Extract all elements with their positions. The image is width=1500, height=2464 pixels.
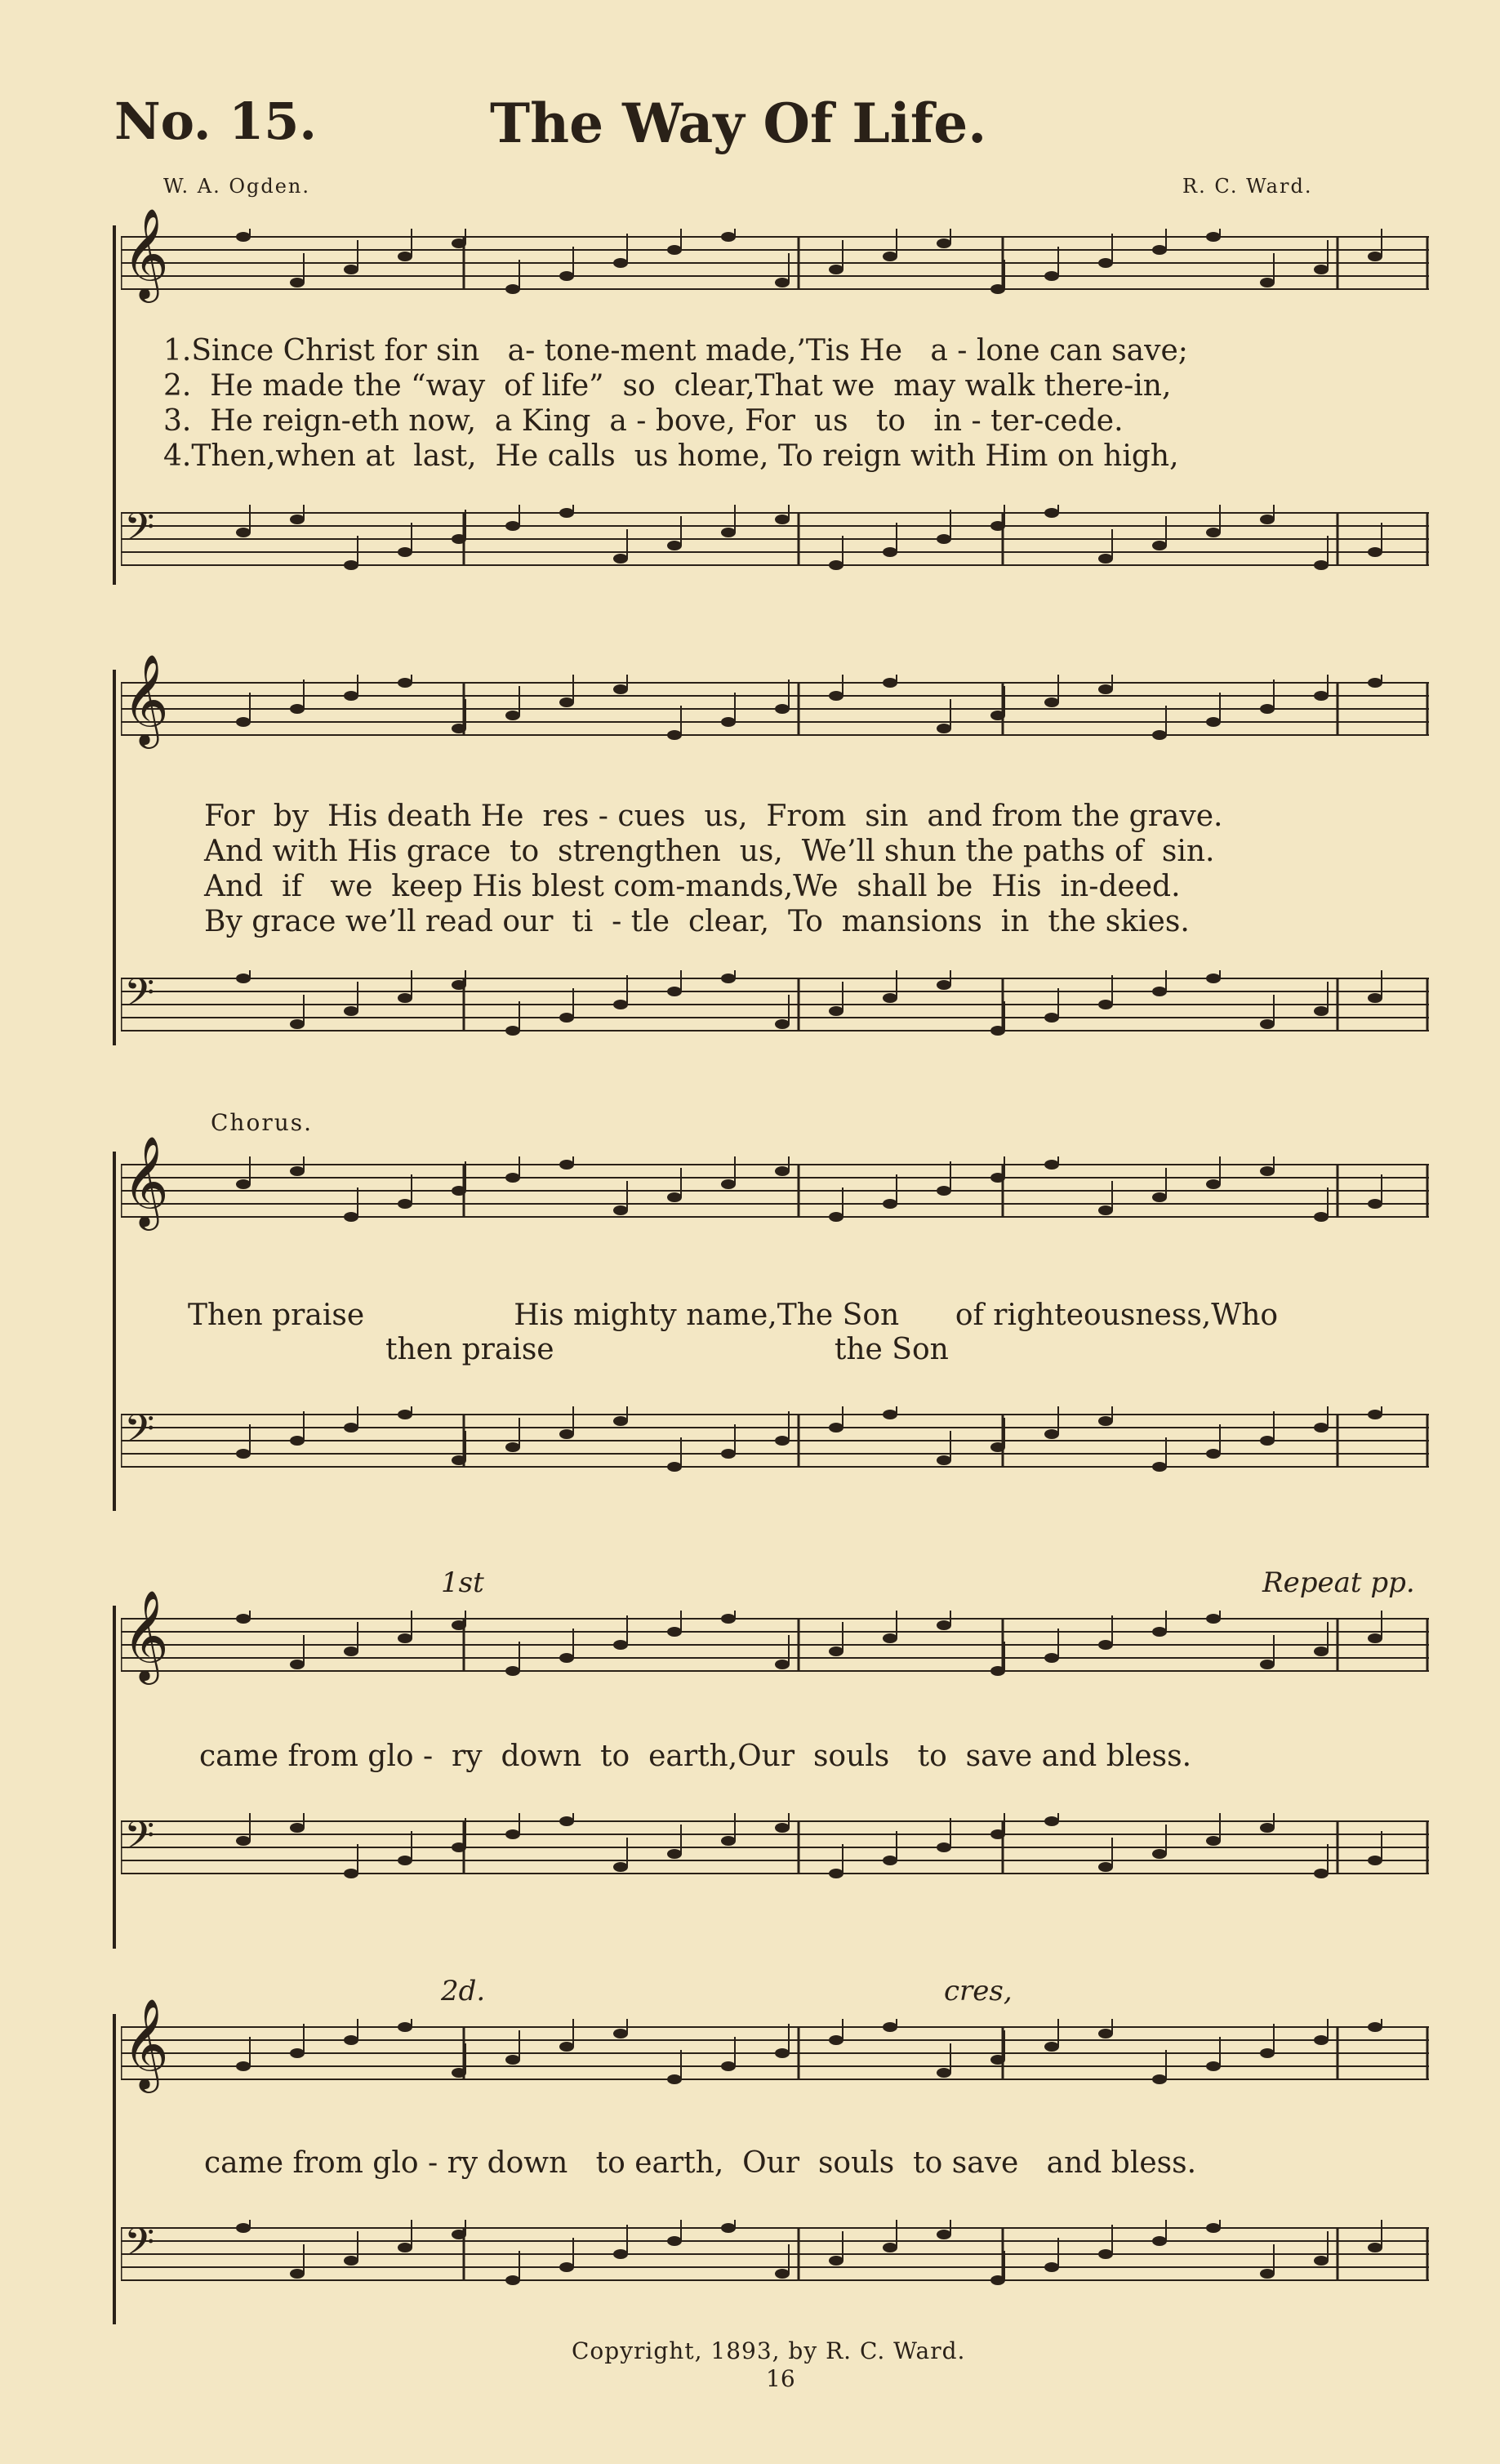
note-head [344, 1646, 358, 1656]
system-bracket [113, 225, 116, 585]
treble-staff [121, 1589, 1429, 1684]
note-head [1044, 697, 1059, 707]
note-head [1206, 717, 1221, 727]
note-head [236, 2223, 251, 2233]
note-head [721, 1836, 736, 1846]
note-head [883, 678, 897, 688]
note-head [990, 1829, 1005, 1839]
note-head [1314, 1212, 1329, 1222]
note-head [1206, 1614, 1221, 1624]
note-head [505, 1829, 520, 1839]
page-number: 16 [766, 2365, 795, 2392]
note-head [1368, 1633, 1382, 1643]
note-head [667, 2074, 682, 2084]
note-head [1206, 1449, 1221, 1459]
note-head [1314, 1646, 1329, 1656]
note-head [990, 2275, 1005, 2285]
verse-line: 3. He reign-eth now, a King a - bove, For us to in - ter-cede. [163, 404, 1124, 438]
note-head [613, 258, 628, 268]
bass-clef-icon: 𝄢 [124, 2219, 155, 2275]
note-head [1152, 1849, 1167, 1859]
note-head [990, 1026, 1005, 1036]
note-head [452, 980, 466, 990]
note-head [667, 1192, 682, 1202]
note-head [1368, 1856, 1382, 1865]
note-head [1098, 1862, 1113, 1872]
note-head [344, 1423, 358, 1433]
note-head [1206, 232, 1221, 242]
note-head [667, 730, 682, 740]
verse-line: 4.Then,when at last, He calls us home, To reign with Him on high, [163, 439, 1179, 473]
note-head [1044, 271, 1059, 281]
note-head [990, 2055, 1005, 2065]
note-head [1314, 560, 1329, 570]
note-head [883, 1410, 897, 1419]
note-head [236, 1614, 251, 1624]
chorus-lyric-line: Then praise His mighty name,The Son of righteousness,Who [188, 1299, 1279, 1332]
note-head [721, 1449, 736, 1459]
note-head [613, 1862, 628, 1872]
note-head [559, 2042, 574, 2052]
note-head [236, 232, 251, 242]
note-head [667, 987, 682, 996]
note-head [452, 1842, 466, 1852]
note-head [1314, 1423, 1329, 1433]
note-head [1152, 1192, 1167, 1202]
note-head [1098, 1000, 1113, 1009]
note-head [1044, 1653, 1059, 1663]
note-head [937, 2230, 951, 2239]
note-head [883, 547, 897, 557]
note-head [1044, 1816, 1059, 1826]
note-head [990, 284, 1005, 294]
note-head [990, 711, 1005, 720]
note-head [937, 2068, 951, 2078]
note-head [990, 521, 1005, 531]
note-head [559, 271, 574, 281]
note-head [829, 2256, 843, 2266]
note-head [1260, 1660, 1275, 1669]
note-head [1152, 2236, 1167, 2246]
note-head [1260, 515, 1275, 524]
note-head [1152, 1627, 1167, 1637]
note-head [883, 1199, 897, 1209]
note-head [613, 2029, 628, 2038]
note-head [452, 2230, 466, 2239]
note-head [1260, 1166, 1275, 1176]
note-head [667, 245, 682, 255]
note-head [1260, 278, 1275, 287]
note-head [344, 560, 358, 570]
note-head [1044, 2042, 1059, 2052]
note-head [1260, 704, 1275, 714]
note-head [1044, 1429, 1059, 1439]
note-head [1260, 2269, 1275, 2279]
note-head [775, 2048, 790, 2058]
note-head [559, 508, 574, 518]
note-head [1206, 974, 1221, 983]
note-head [1098, 1416, 1113, 1426]
note-head [667, 2236, 682, 2246]
chorus-label: Chorus. [211, 1109, 314, 1136]
note-head [236, 974, 251, 983]
note-head [829, 1212, 843, 1222]
note-head [829, 1006, 843, 1016]
note-head [1368, 252, 1382, 261]
note-head [829, 1869, 843, 1878]
verse-line: And if we keep His blest com-mands,We shall be His in-deed. [204, 870, 1181, 903]
note-head [721, 717, 736, 727]
note-head [1098, 2029, 1113, 2038]
note-head [398, 1199, 412, 1209]
note-head [344, 691, 358, 701]
chorus-lyric-line: came from glo - ry down to earth,Our souls to save and bless. [199, 1740, 1192, 1773]
treble-clef-icon: 𝄞 [122, 1589, 169, 1681]
note-head [1044, 1160, 1059, 1170]
note-head [829, 1423, 843, 1433]
note-head [883, 993, 897, 1003]
note-head [505, 711, 520, 720]
note-head [344, 2256, 358, 2266]
treble-clef-icon: 𝄞 [122, 1135, 169, 1227]
note-head [398, 252, 412, 261]
note-head [1152, 245, 1167, 255]
note-head [344, 1869, 358, 1878]
system-bracket [113, 1152, 116, 1511]
note-head [883, 2243, 897, 2252]
note-head [290, 1823, 305, 1833]
note-head [290, 278, 305, 287]
note-head [775, 278, 790, 287]
verse-line: 1.Since Christ for sin a- tone-ment made,’Tis He a - lone can save; [163, 334, 1188, 368]
note-head [290, 704, 305, 714]
note-head [505, 2055, 520, 2065]
first-ending-mark: 1st [441, 1566, 484, 1599]
note-head [236, 1449, 251, 1459]
note-head [559, 697, 574, 707]
treble-clef-icon: 𝄞 [122, 653, 169, 745]
note-head [829, 560, 843, 570]
note-head [505, 1173, 520, 1183]
note-head [1206, 2223, 1221, 2233]
note-head [829, 265, 843, 274]
note-head [990, 1442, 1005, 1452]
treble-staff [121, 1998, 1429, 2092]
note-head [937, 1620, 951, 1630]
note-head [1044, 508, 1059, 518]
note-head [1044, 2262, 1059, 2272]
note-head [559, 1429, 574, 1439]
repeat-mark: Repeat pp. [1262, 1566, 1415, 1599]
bass-staff [121, 1406, 1429, 1480]
note-head [1206, 1836, 1221, 1846]
note-head [1152, 541, 1167, 550]
note-head [937, 1186, 951, 1196]
note-head [937, 980, 951, 990]
note-head [990, 1173, 1005, 1183]
note-head [1152, 1462, 1167, 1472]
note-head [1098, 2249, 1113, 2259]
note-head [559, 2262, 574, 2272]
note-head [236, 528, 251, 537]
note-head [1368, 1199, 1382, 1209]
note-head [1098, 1205, 1113, 1215]
bass-staff [121, 505, 1429, 578]
lyricist-credit: W. A. Ogden. [163, 175, 311, 198]
note-head [1368, 547, 1382, 557]
note-head [398, 678, 412, 688]
note-head [775, 1823, 790, 1833]
note-head [344, 265, 358, 274]
note-head [452, 1620, 466, 1630]
note-head [613, 1640, 628, 1650]
bass-staff [121, 1813, 1429, 1887]
note-head [775, 1436, 790, 1446]
note-head [1044, 1013, 1059, 1023]
note-head [1206, 2061, 1221, 2071]
note-head [613, 1205, 628, 1215]
note-head [721, 974, 736, 983]
note-head [667, 1849, 682, 1859]
note-head [559, 1013, 574, 1023]
note-head [1098, 554, 1113, 564]
note-head [990, 1666, 1005, 1676]
note-head [398, 993, 412, 1003]
note-head [290, 1436, 305, 1446]
note-head [290, 2269, 305, 2279]
treble-staff [121, 207, 1429, 302]
bass-clef-icon: 𝄢 [124, 1406, 155, 1461]
note-head [1368, 993, 1382, 1003]
note-head [883, 2022, 897, 2032]
note-head [1368, 2243, 1382, 2252]
treble-staff [121, 1135, 1429, 1230]
note-head [613, 1000, 628, 1009]
note-head [667, 1627, 682, 1637]
note-head [1152, 2074, 1167, 2084]
verse-line: And with His grace to strengthen us, We’ll shun the paths of sin. [204, 835, 1215, 868]
note-head [1314, 265, 1329, 274]
chorus-lyric-line: came from glo - ry down to earth, Our souls to save and bless. [204, 2146, 1197, 2180]
note-head [937, 1842, 951, 1852]
note-head [667, 541, 682, 550]
note-head [505, 2275, 520, 2285]
note-head [290, 2048, 305, 2058]
note-head [559, 1653, 574, 1663]
note-head [721, 1614, 736, 1624]
note-head [452, 724, 466, 733]
composer-credit: R. C. Ward. [1182, 175, 1313, 198]
note-head [398, 1856, 412, 1865]
note-head [452, 1455, 466, 1465]
note-head [937, 724, 951, 733]
note-head [452, 534, 466, 544]
note-head [1260, 1019, 1275, 1029]
note-head [398, 2022, 412, 2032]
note-head [505, 284, 520, 294]
system-bracket [113, 1606, 116, 1949]
note-head [1314, 2256, 1329, 2266]
note-head [398, 2243, 412, 2252]
note-head [236, 1179, 251, 1189]
note-head [721, 2223, 736, 2233]
second-ending-mark: 2d. [441, 1975, 486, 2007]
note-head [1260, 2048, 1275, 2058]
treble-clef-icon: 𝄞 [122, 207, 169, 299]
bass-staff [121, 970, 1429, 1044]
note-head [1314, 1869, 1329, 1878]
note-head [452, 238, 466, 248]
note-head [613, 2249, 628, 2259]
note-head [775, 2269, 790, 2279]
verse-line: 2. He made the “way of life” so clear,That we may walk there-in, [163, 369, 1172, 403]
note-head [1098, 258, 1113, 268]
note-head [721, 528, 736, 537]
bass-clef-icon: 𝄢 [124, 1812, 155, 1868]
note-head [775, 515, 790, 524]
note-head [398, 547, 412, 557]
note-head [829, 691, 843, 701]
note-head [721, 1179, 736, 1189]
note-head [883, 1633, 897, 1643]
verse-line: For by His death He res - cues us, From sin and from the grave. [204, 800, 1223, 833]
note-head [290, 1660, 305, 1669]
note-head [829, 2035, 843, 2045]
note-head [1314, 1006, 1329, 1016]
note-head [613, 554, 628, 564]
note-head [613, 684, 628, 694]
verse-line: By grace we’ll read our ti - tle clear, To mansions in the skies. [204, 905, 1190, 938]
treble-staff [121, 653, 1429, 748]
verse-lyrics-part1 [163, 333, 1188, 474]
note-head [937, 238, 951, 248]
copyright-notice: Copyright, 1893, by R. C. Ward. [572, 2337, 966, 2364]
note-head [1206, 1179, 1221, 1189]
note-head [721, 2061, 736, 2071]
note-head [613, 1416, 628, 1426]
bass-clef-icon: 𝄢 [124, 969, 155, 1025]
bass-staff [121, 2220, 1429, 2293]
bass-clef-icon: 𝄢 [124, 504, 155, 559]
note-head [290, 1019, 305, 1029]
note-head [505, 1666, 520, 1676]
note-head [344, 2035, 358, 2045]
note-head [398, 1633, 412, 1643]
note-head [775, 1019, 790, 1029]
note-head [775, 704, 790, 714]
chorus-lyric-line: then praise the Son [385, 1333, 949, 1366]
note-head [1206, 528, 1221, 537]
note-head [236, 717, 251, 727]
note-head [775, 1660, 790, 1669]
note-head [452, 1186, 466, 1196]
note-head [452, 2068, 466, 2078]
note-head [1260, 1823, 1275, 1833]
note-head [344, 1006, 358, 1016]
note-head [290, 1166, 305, 1176]
note-head [883, 252, 897, 261]
note-head [721, 232, 736, 242]
note-head [775, 1166, 790, 1176]
note-head [1368, 678, 1382, 688]
note-head [1098, 684, 1113, 694]
crescendo-mark: cres, [944, 1975, 1013, 2007]
note-head [505, 1026, 520, 1036]
note-head [344, 1212, 358, 1222]
note-head [1314, 2035, 1329, 2045]
note-head [1260, 1436, 1275, 1446]
note-head [236, 2061, 251, 2071]
note-head [1152, 730, 1167, 740]
note-head [1368, 2022, 1382, 2032]
note-head [883, 1856, 897, 1865]
note-head [667, 1462, 682, 1472]
note-head [1368, 1410, 1382, 1419]
hymn-title: The Way Of Life. [490, 91, 987, 155]
note-head [1098, 1640, 1113, 1650]
note-head [559, 1816, 574, 1826]
note-head [398, 1410, 412, 1419]
verse-lyrics-part2 [204, 799, 1222, 939]
note-head [937, 1455, 951, 1465]
note-head [829, 1646, 843, 1656]
system-bracket [113, 2014, 116, 2324]
hymn-number: No. 15. [114, 91, 317, 151]
note-head [236, 1836, 251, 1846]
note-head [290, 515, 305, 524]
treble-clef-icon: 𝄞 [122, 1998, 169, 2089]
note-head [1314, 691, 1329, 701]
note-head [505, 521, 520, 531]
note-head [1152, 987, 1167, 996]
note-head [937, 534, 951, 544]
system-bracket [113, 670, 116, 1045]
note-head [559, 1160, 574, 1170]
note-head [505, 1442, 520, 1452]
